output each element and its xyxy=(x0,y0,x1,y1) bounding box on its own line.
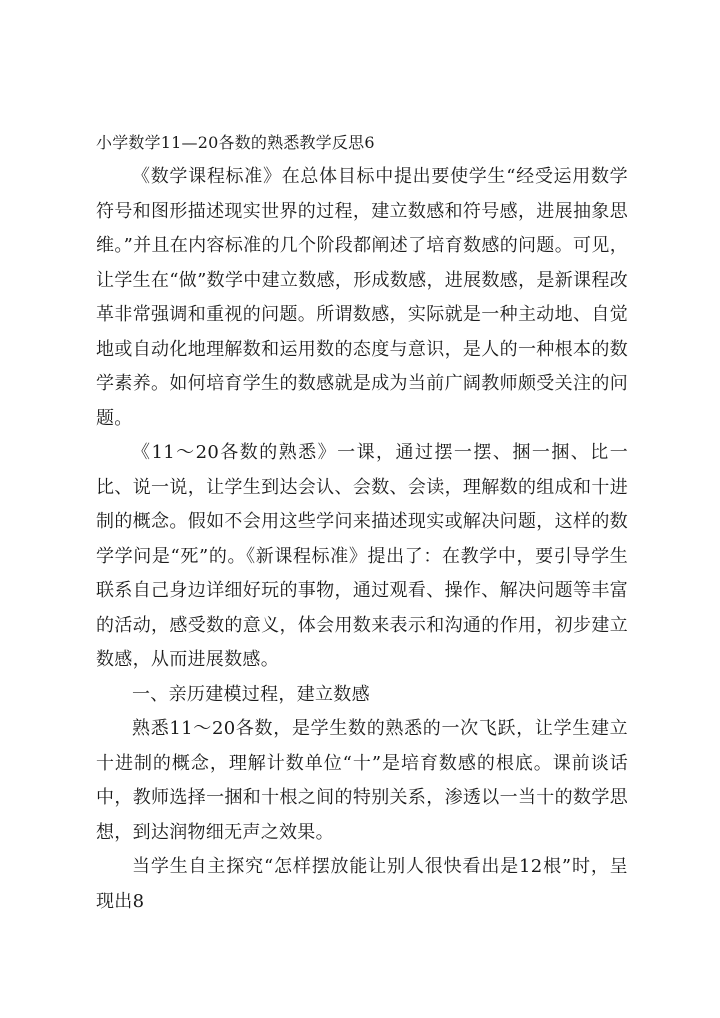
paragraph-1: 《数学课程标准》在总体目标中提出要使学生“经受运用数学符号和图形描述现实世界的过程，建立数感和符号感，进展抽象思维。”并且在内容标准的几个阶段都阐述了培育数感的问题。可见，让学生在“做”数学中建立数感，形成数感，进展数感，是新课程改革非常强调和重视的问题。所谓数感，实际就是一种主动地、自觉地或自动化地理解数和运用数的态度与意识，是人的一种根本的数学素养。如何培育学生的数感就是成为当前广阔教师颇受关注的问题。 xyxy=(96,166,628,429)
document-title: 小学数学11—20各数的熟悉教学反思6 xyxy=(96,133,375,152)
paragraph-4: 当学生自主探究“怎样摆放能让别人很快看出是12根”时，呈现出8 xyxy=(96,856,628,912)
document-body xyxy=(96,126,628,919)
section-heading: 一、亲历建模过程，建立数感 xyxy=(132,683,370,705)
paragraph-3: 熟悉11～20各数，是学生数的熟悉的一次飞跃，让学生建立十进制的概念，理解计数单位“十”是培育数感的根底。课前谈话中，教师选择一捆和十根之间的特别关系，渗透以一当十的数学思想，到达润物细无声之效果。 xyxy=(96,718,628,843)
paragraph-2: 《11～20各数的熟悉》一课，通过摆一摆、捆一捆、比一比、说一说，让学生到达会认、会数、会读，理解数的组成和十进制的概念。假如不会用这些学问来描述现实或解决问题，这样的数学学问是“死”的。《新课程标准》提出了：在教学中，要引导学生联系自己身边详细好玩的事物，通过观看、操作、解决问题等丰富的活动，感受数的意义，体会用数来表示和沟通的作用，初步建立数感，从而进展数感。 xyxy=(96,442,628,670)
